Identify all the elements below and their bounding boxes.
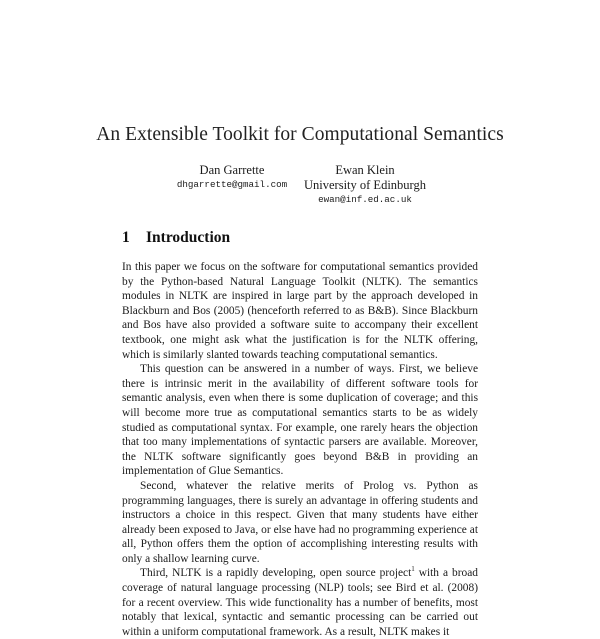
footnote-marker: 1 <box>411 565 415 574</box>
section-heading <box>122 229 230 247</box>
body-text <box>122 260 478 639</box>
paper-title: An Extensible Toolkit for Computational Semantics <box>96 124 504 145</box>
paragraph-last <box>122 566 478 639</box>
paragraph: Second, whatever the relative merits of Prolog vs. Python as programming languages, there is surely an advantage in offering students and instructors a choice in this respect. Given that many students have either already been exposed to Java, or else have had no programming experience at all, Python offers them the option of accomplishing interesting results with only a shallow learning curve. <box>122 479 478 565</box>
author-name: Dan Garrette <box>199 163 265 177</box>
author-ewan-klein <box>290 163 440 207</box>
paragraph: This question can be answered in a number of ways. First, we believe there is intrinsic merit in the availability of different software tools for semantic analysis, even when there is some duplication of coverage; and this will become more true as computational semantics starts to be as widely studied as computational syntax. For example, one rarely hears the objection that too many implementations of syntactic parsers are available. Moreover, the NLTK software significantly goes beyond B&B in providing an implementation of Glue Semantics. <box>122 363 478 478</box>
paragraph: In this paper we focus on the software for computational semantics provided by the Python-based Natural Language Toolkit (NLTK). The semantics modules in NLTK are inspired in large part by the approach developed in Blackburn and Bos (2005) (henceforth referred to as B&B). Since Blackburn and Bos have also provided a software suite to accompany their excellent textbook, one might ask what the justification is for the NLTK offering, which is similarly slanted towards teaching computational semantics. <box>122 261 478 361</box>
paragraph-text-end: with a broad coverage of natural language processing (NLP) tools; see Bird et al. (2008) for a recent overview. This wide functionality has a number of benefits, most notably that lexical, syntactic and semantic processing can be carried out within a uniform computational framework. As a result, NLTK makes it <box>122 567 478 638</box>
author-email: ewan@inf.ed.ac.uk <box>318 194 412 205</box>
author-dan-garrette <box>157 163 307 192</box>
author-name: Ewan Klein <box>335 163 395 177</box>
paragraph-text-start: Third, NLTK is a rapidly developing, open source project <box>140 567 412 580</box>
author-affiliation: University of Edinburgh <box>304 178 426 192</box>
section-title: Introduction <box>146 229 231 246</box>
author-email: dhgarrette@gmail.com <box>176 179 288 190</box>
section-number: 1 <box>122 229 130 246</box>
